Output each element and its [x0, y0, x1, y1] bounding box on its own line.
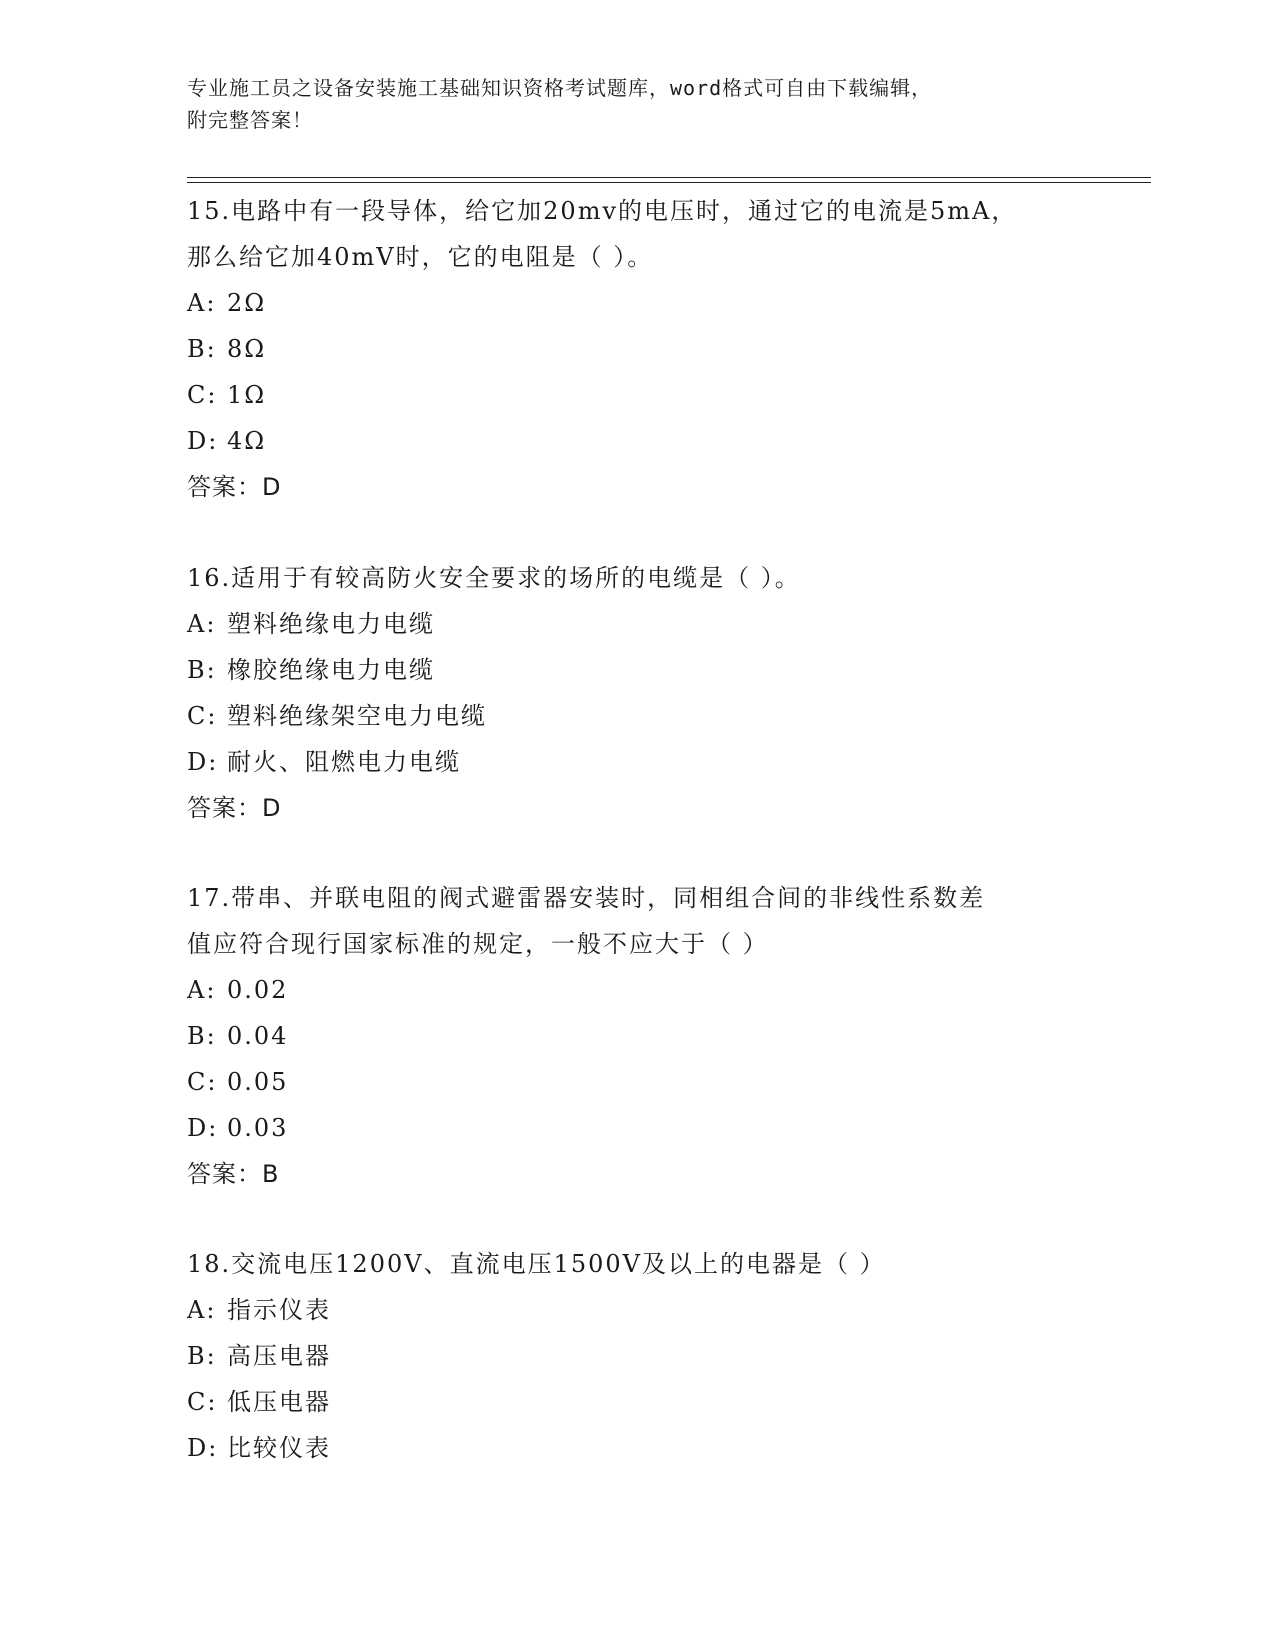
option-text: 8Ω [227, 335, 267, 363]
option-text: 指示仪表 [227, 1296, 331, 1324]
document-header [187, 72, 1087, 136]
option-text: 橡胶绝缘电力电缆 [227, 656, 435, 684]
option-text: 0.02 [227, 976, 289, 1004]
option-b [187, 1013, 1107, 1059]
option-letter: A: [187, 289, 217, 317]
answer-line: 答案：D [187, 473, 282, 501]
option-letter: B: [187, 1022, 217, 1050]
option-c [187, 1379, 1107, 1425]
option-a [187, 601, 1107, 647]
question-stem-line-1: 17.带串、并联电阻的阀式避雷器安装时，同相组合间的非线性系数差 [187, 884, 986, 912]
option-a [187, 1287, 1107, 1333]
option-letter: C: [187, 381, 218, 409]
option-letter: D: [187, 427, 219, 455]
question-stem-line-1: 16.适用于有较高防火安全要求的场所的电缆是（ ）。 [187, 564, 801, 592]
option-d [187, 418, 1107, 464]
question-stem-line-2: 值应符合现行国家标准的规定，一般不应大于（ ） [187, 930, 769, 958]
option-letter: B: [187, 335, 217, 363]
question-stem-line-1: 18.交流电压1200V、直流电压1500V及以上的电器是（ ） [187, 1250, 886, 1278]
answer-line: 答案：B [187, 1160, 280, 1188]
option-letter: A: [187, 610, 217, 638]
option-text: 比较仪表 [227, 1434, 331, 1462]
option-c [187, 1059, 1107, 1105]
option-letter: D: [187, 1114, 219, 1142]
question-16 [187, 555, 1107, 831]
option-text: 0.04 [227, 1022, 289, 1050]
question-stem-line-2: 那么给它加40mV时，它的电阻是（ ）。 [187, 243, 654, 271]
option-letter: A: [187, 1296, 217, 1324]
option-letter: D: [187, 1434, 219, 1462]
option-letter: D: [187, 748, 219, 776]
question-17 [187, 875, 1107, 1197]
option-text: 塑料绝缘架空电力电缆 [227, 702, 487, 730]
option-d [187, 1425, 1107, 1471]
option-a [187, 967, 1107, 1013]
question-18 [187, 1241, 1107, 1471]
option-text: 塑料绝缘电力电缆 [227, 610, 435, 638]
option-text: 0.03 [227, 1114, 289, 1142]
option-text: 1Ω [227, 381, 267, 409]
option-text: 4Ω [227, 427, 267, 455]
option-b [187, 647, 1107, 693]
option-b [187, 1333, 1107, 1379]
option-text: 0.05 [227, 1068, 289, 1096]
option-letter: B: [187, 656, 217, 684]
header-divider-bottom [187, 182, 1151, 183]
option-c [187, 372, 1107, 418]
option-text: 耐火、阻燃电力电缆 [227, 748, 461, 776]
option-text: 高压电器 [227, 1342, 331, 1370]
option-letter: C: [187, 1388, 218, 1416]
option-d [187, 739, 1107, 785]
option-letter: A: [187, 976, 217, 1004]
option-b [187, 326, 1107, 372]
option-letter: B: [187, 1342, 217, 1370]
option-a [187, 280, 1107, 326]
option-letter: C: [187, 702, 218, 730]
header-line-2: 附完整答案！ [187, 108, 313, 132]
question-15 [187, 188, 1107, 510]
header-line-1: 专业施工员之设备安装施工基础知识资格考试题库，word格式可自由下载编辑， [187, 76, 933, 100]
option-text: 低压电器 [227, 1388, 331, 1416]
answer-line: 答案：D [187, 794, 282, 822]
question-stem-line-1: 15.电路中有一段导体，给它加20mv的电压时，通过它的电流是5mA， [187, 197, 1018, 225]
option-d [187, 1105, 1107, 1151]
option-text: 2Ω [227, 289, 267, 317]
option-c [187, 693, 1107, 739]
option-letter: C: [187, 1068, 218, 1096]
header-divider-top [187, 177, 1151, 178]
